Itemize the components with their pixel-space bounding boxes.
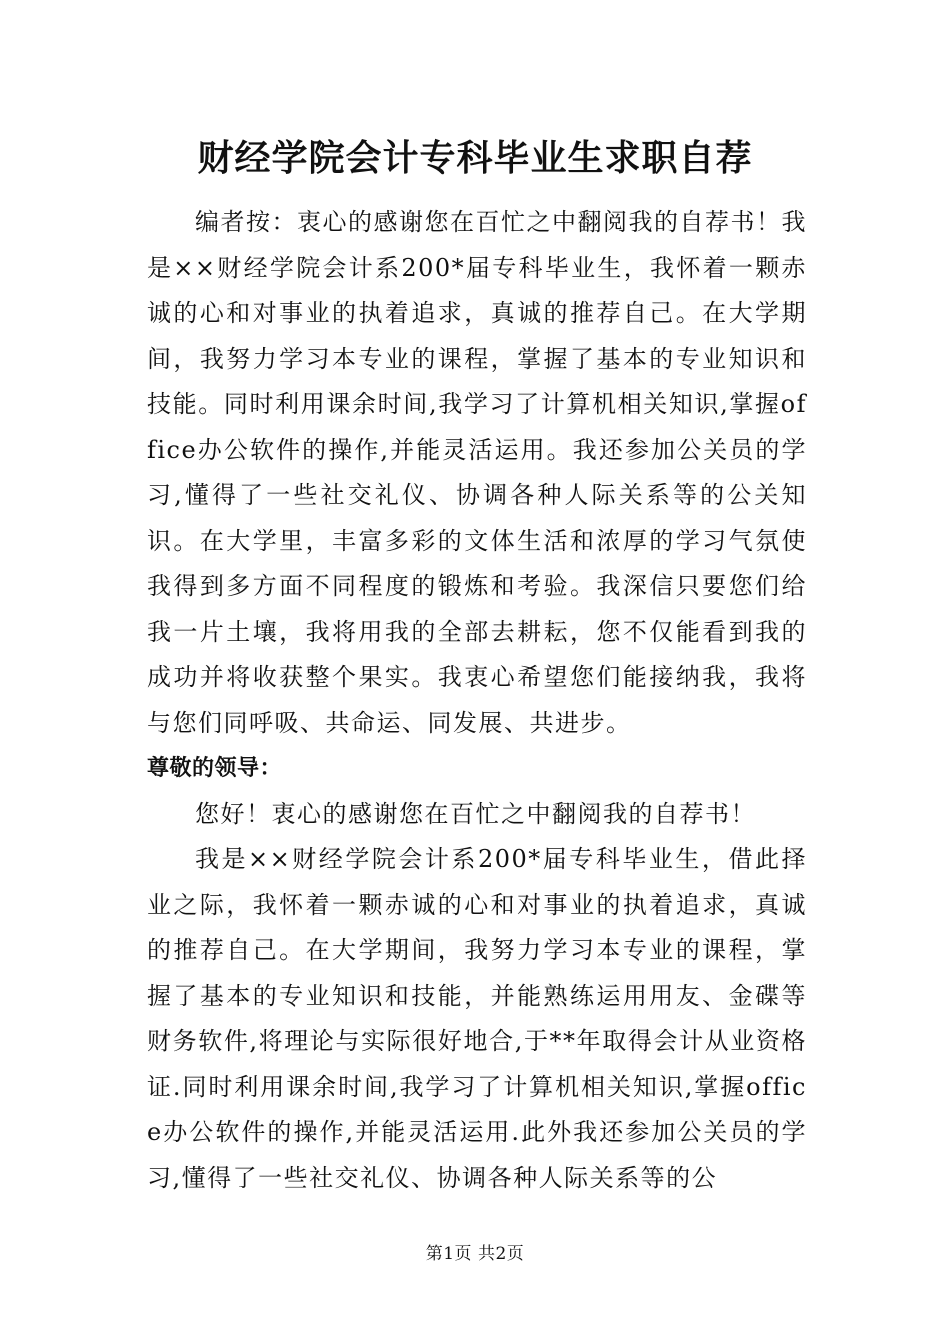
page-number-footer: 第1页 共2页 [425, 1244, 525, 1264]
salutation-paragraph: 您好！衷心的感谢您在百忙之中翻阅我的自荐书！ [195, 799, 756, 828]
introduction-paragraph: 我是××财经学院会计系200*届专科毕业生，借此择业之际，我怀着一颗赤诚的心和对事业的执着追求，真诚的推荐自己。在大学期间，我努力学习本专业的课程，掌握了基本的专业知识和技能，并能熟练运用用友、金碟等财务软件,将理论与实际很好地合,于**年取得会计从业资格证.同时利用课余时间,我学习了计算机相关知识,掌握office办公软件的操作,并能灵活运用.此外我还参加公关员的学习,懂得了一些社交礼仪、协调各种人际关系等的公 [147, 845, 807, 1192]
document-title: 财经学院会计专科毕业生求职自荐 [197, 137, 753, 179]
document-body [147, 200, 807, 1201]
editor-note-paragraph: 编者按：衷心的感谢您在百忙之中翻阅我的自荐书！我是××财经学院会计系200*届专科毕业生，我怀着一颗赤诚的心和对事业的执着追求，真诚的推荐自己。在大学期间，我努力学习本专业的课程，掌握了基本的专业知识和技能。同时利用课余时间,我学习了计算机相关知识,掌握office办公软件的操作,并能灵活运用。我还参加公关员的学习,懂得了一些社交礼仪、协调各种人际关系等的公关知识。在大学里，丰富多彩的文体生活和浓厚的学习气氛使我得到多方面不同程度的锻炼和考验。我深信只要您们给我一片土壤，我将用我的全部去耕耘，您不仅能看到我的成功并将收获整个果实。我衷心希望您们能接纳我，我将与您们同呼吸、共命运、同发展、共进步。 [147, 208, 807, 737]
greeting-line: 尊敬的领导： [147, 755, 283, 781]
